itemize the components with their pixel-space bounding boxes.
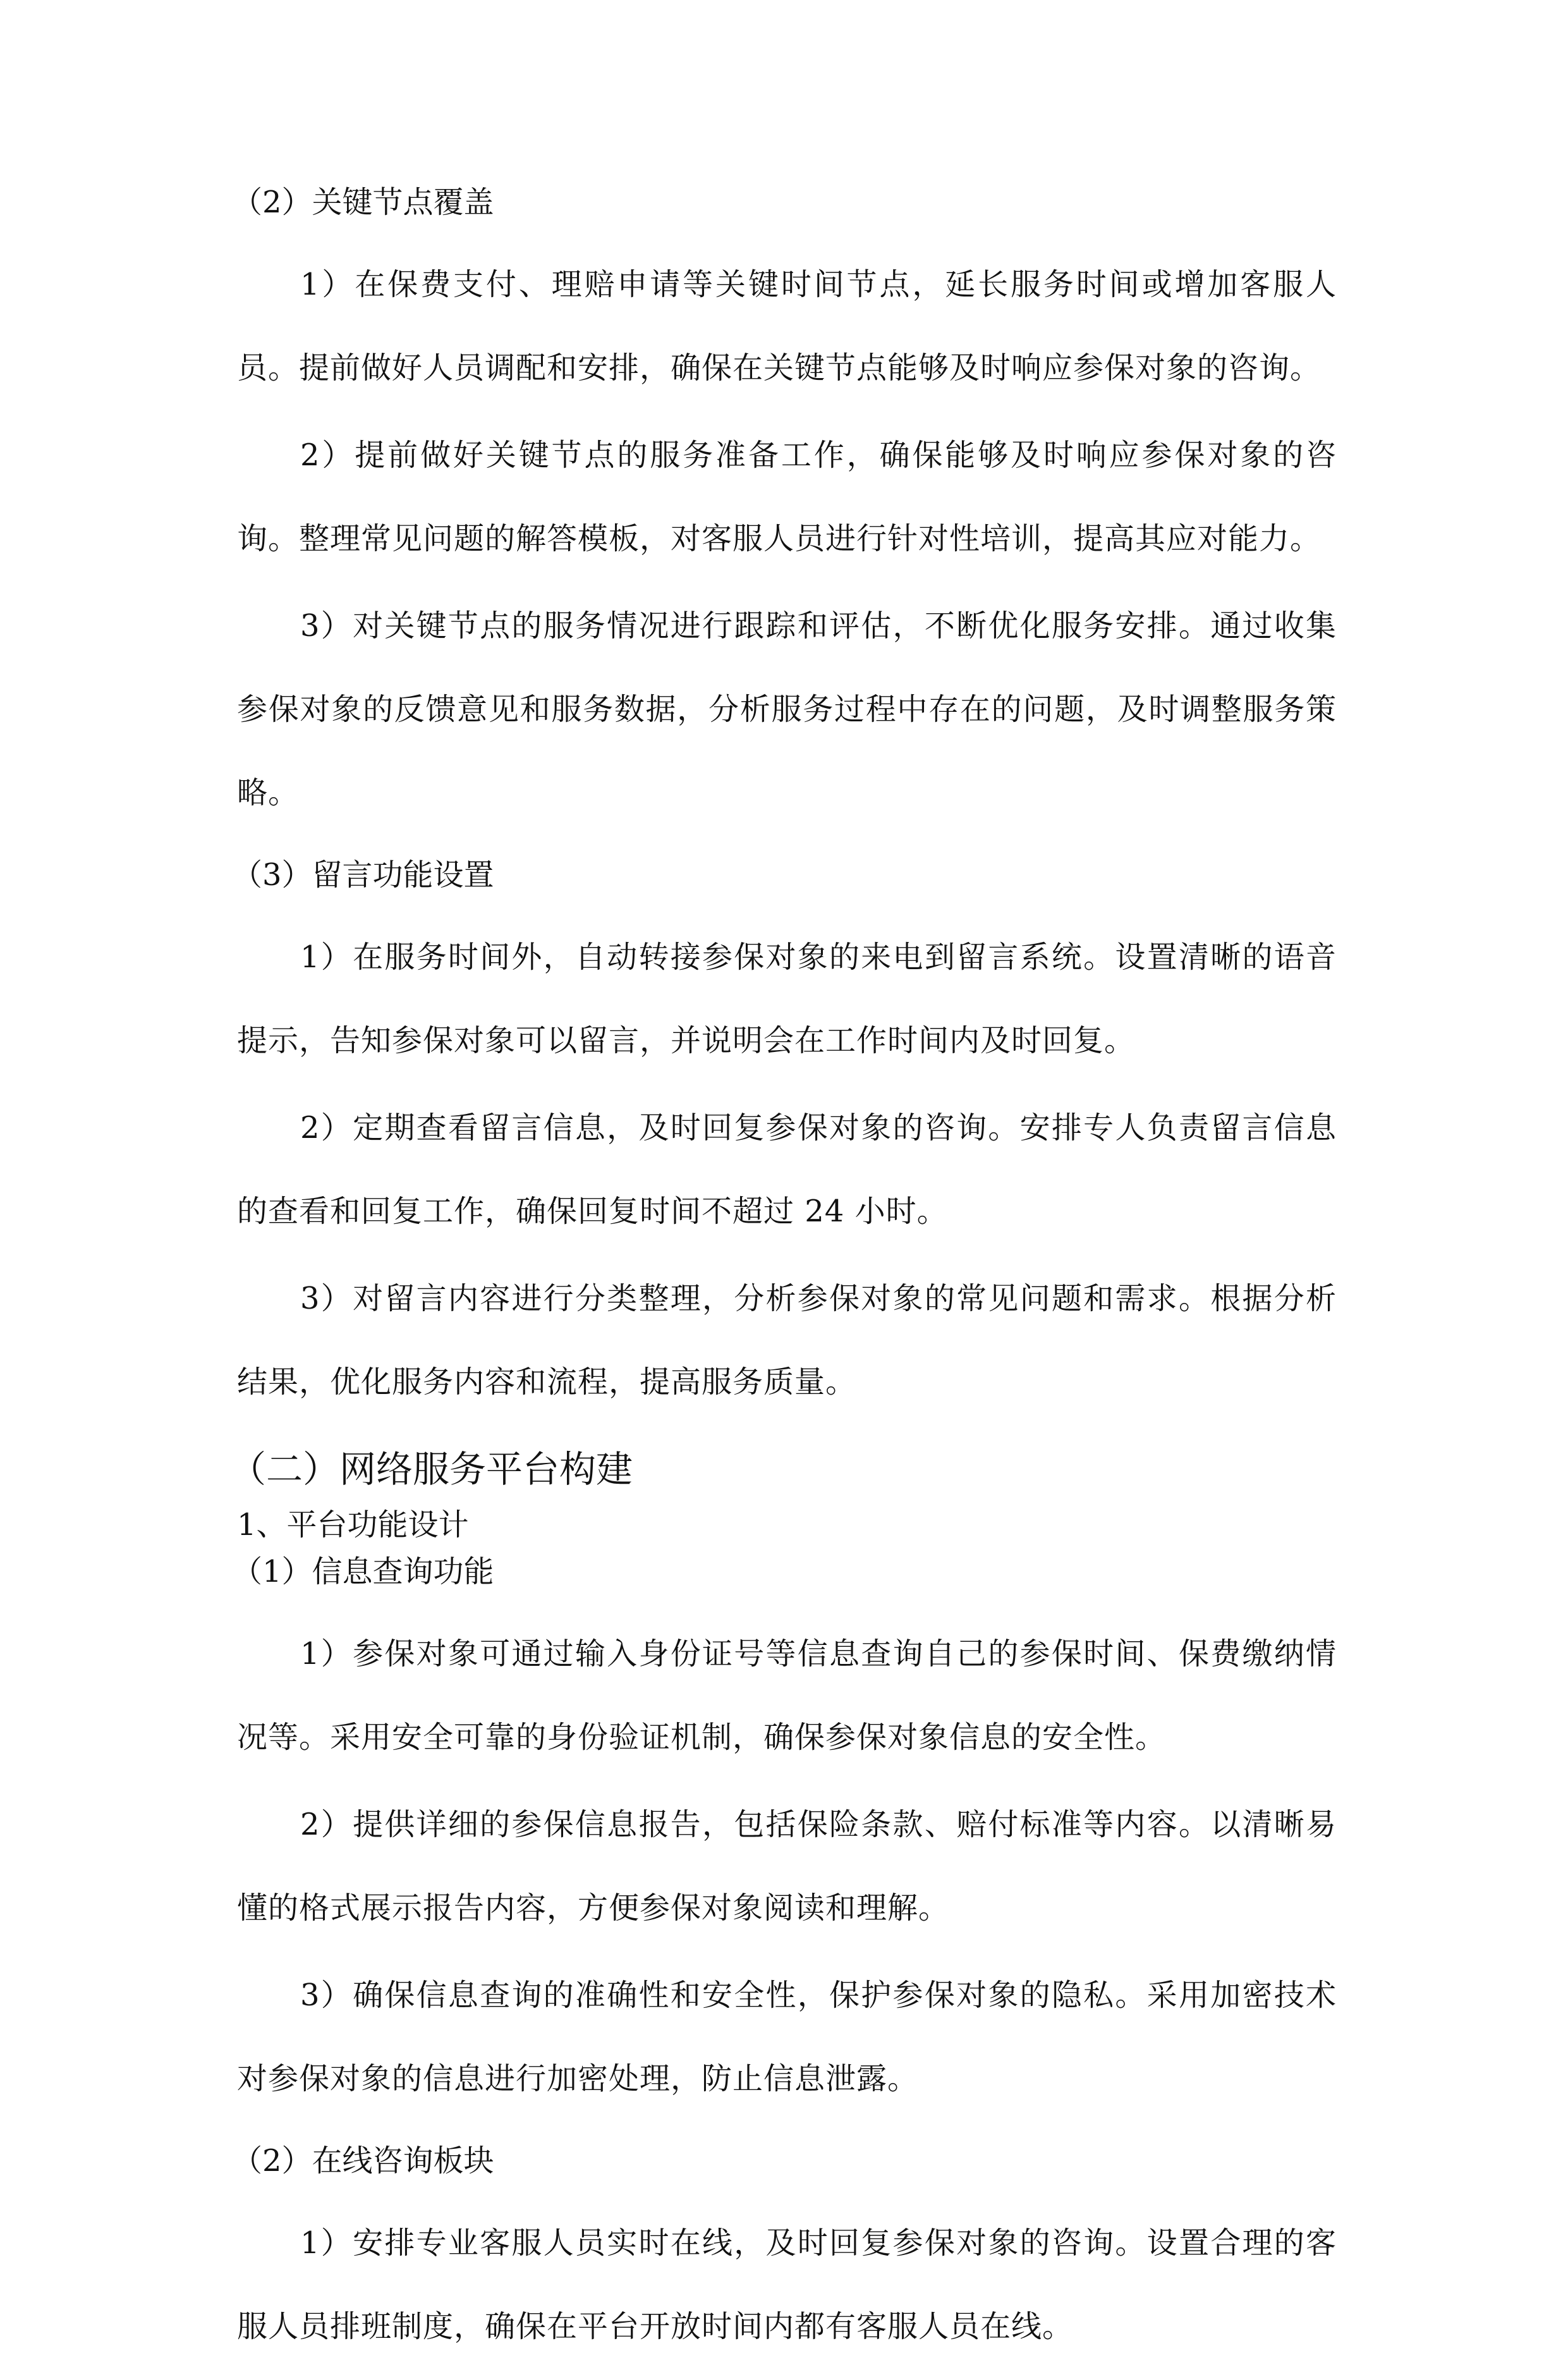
heading-platform-function-design: 1、平台功能设计	[237, 1507, 469, 1543]
paragraph: 1）在保费支付、理赔申请等关键时间节点，延长服务时间或增加客服人员。提前做好人员调配和安排，确保在关键节点能够及时响应参保对象的咨询。	[237, 267, 1337, 386]
paragraph: 2）提前做好关键节点的服务准备工作，确保能够及时响应参保对象的咨询。整理常见问题的解答模板，对客服人员进行针对性培训，提高其应对能力。	[237, 437, 1337, 556]
paragraph: 2）定期查看留言信息，及时回复参保对象的咨询。安排专人负责留言信息的查看和回复工作，确保回复时间不超过 24 小时。	[237, 1110, 1337, 1229]
paragraph: 1）在服务时间外，自动转接参保对象的来电到留言系统。设置清晰的语音提示，告知参保对象可以留言，并说明会在工作时间内及时回复。	[237, 939, 1337, 1058]
paragraph: 3）确保信息查询的准确性和安全性，保护参保对象的隐私。采用加密技术对参保对象的信息进行加密处理，防止信息泄露。	[237, 1978, 1337, 2096]
section-heading-online-platform: （二）网络服务平台构建	[229, 1448, 633, 1491]
paragraph: 3）对关键节点的服务情况进行跟踪和评估，不断优化服务安排。通过收集参保对象的反馈意见和服务数据，分析服务过程中存在的问题，及时调整服务策略。	[237, 608, 1337, 810]
subsection-heading-message-function: （3）留言功能设置	[232, 857, 494, 893]
paragraph: 3）对留言内容进行分类整理，分析参保对象的常见问题和需求。根据分析结果，优化服务内容和流程，提高服务质量。	[237, 1281, 1337, 1400]
subsection-heading-online-consult: （2）在线咨询板块	[232, 2143, 494, 2179]
paragraph: 1）参保对象可通过输入身份证号等信息查询自己的参保时间、保费缴纳情况等。采用安全可靠的身份验证机制，确保参保对象信息的安全性。	[237, 1636, 1337, 1755]
document-body	[229, 181, 1337, 2372]
paragraph: 2）提供详细的参保信息报告，包括保险条款、赔付标准等内容。以清晰易懂的格式展示报告内容，方便参保对象阅读和理解。	[237, 1807, 1337, 1926]
paragraph: 1）安排专业客服人员实时在线，及时回复参保对象的咨询。设置合理的客服人员排班制度，确保在平台开放时间内都有客服人员在线。	[237, 2225, 1337, 2344]
subsection-heading-info-query: （1）信息查询功能	[232, 1554, 494, 1589]
subsection-heading-key-nodes: （2）关键节点覆盖	[232, 185, 494, 220]
